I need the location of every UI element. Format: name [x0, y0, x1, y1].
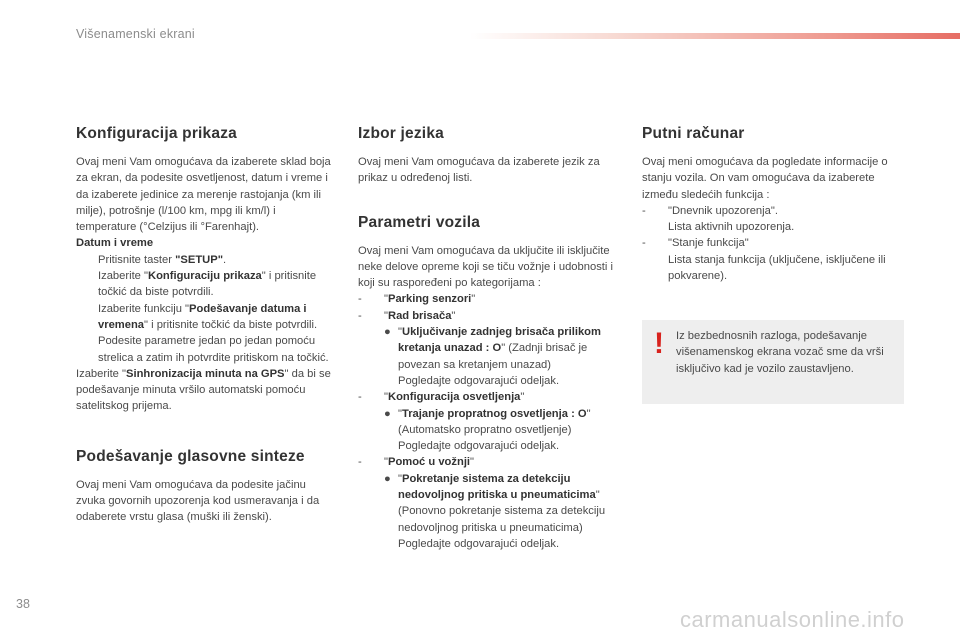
column-middle: Izbor jezika Ovaj meni Vam omogućava da izaberete jezik za prikaz u određenoj listi. Parametri vozila Ovaj meni Vam omogućava da uključite ili isključite neke delove opreme koji se tiču vožnje i udobnosti i koji su raspoređeni po kategorijama : - "Parking senzori" - "Rad brisača" ● "Uključivanje zadnjeg brisača prilikom kretanja unazad : O" (Zadnji brisač je povezan sa kretanjem unazad) Pogledajte odgovarajući odeljak. - "Konfiguracija osvetljenja" ● "Trajanje propratnog osvetljenja : O" (Automatsko propratno osvetljenje) Pogledajte odgovarajući odeljak. - "Pomoć u vožnji" ● "Pokretanje sistema za detekciju nedovoljnog pritiska u pneumaticima" (Ponovno pokretanje sistema za detekciju nedovoljnog pritiska u pneumaticima) Pogledajte odgovarajući odeljak.	[358, 124, 623, 552]
header-gradient-bar	[470, 33, 960, 39]
vehicle-params-intro: Ovaj meni Vam omogućava da uključite ili isključite neke delove opreme koji se tiču vožnje i udobnosti i koji su raspoređeni po kategorijama :	[358, 244, 613, 290]
display-config-intro: Ovaj meni Vam omogućava da izaberete sklad boja za ekran, da podesite osvetljenost, datum i vreme i da izaberete jedinice za merenje rastojanja (km ili milje), potrošnje (l/100 km, mpg ili km/l) i temperature (°Celzijus ili °Farenhajt).	[76, 156, 331, 234]
list-item: - "Pomoć u vožnji"	[358, 456, 475, 469]
step-item: Pritisnite taster "SETUP".	[76, 252, 338, 268]
section-title-language: Izbor jezika	[358, 125, 444, 142]
warning-box	[642, 320, 904, 404]
sub-list-item: ● "Uključivanje zadnjeg brisača prilikom kretanja unazad : O" (Zadnji brisač je povezan sa kretanjem unazad)	[358, 324, 623, 373]
dot-icon: ●	[384, 326, 391, 339]
voice-synthesis-text: Ovaj meni Vam omogućava da podesite jačinu zvuka govornih upozorenja kod usmeravanja i da odaberete vrstu glasa (muški ili ženski).	[76, 478, 320, 524]
list-item: - "Rad brisača"	[358, 309, 456, 322]
bullet-icon	[76, 252, 98, 268]
section-title-trip-computer: Putni računar	[642, 125, 745, 142]
list-item: - "Dnevnik upozorenja".	[642, 204, 778, 217]
column-right: Putni računar Ovaj meni omogućava da pogledate informacije o stanju vozila. On vam omogućava da izaberete između sledećih funkcija : - "Dnevnik upozorenja". Lista aktivnih upozorenja. - "Stanje funkcija" Lista stanja funkcija (uključene, isključene ili pokvarene).	[642, 124, 904, 284]
sub-list-item: ● "Trajanje propratnog osvetljenja : O"	[358, 406, 623, 422]
gps-sync-text: Izaberite "Sinhronizacija minuta na GPS" da bi se podešavanje minuta vršilo automatski pomoću satelitskog prijema.	[76, 367, 331, 413]
step-item: Podesite parametre jedan po jedan pomoću strelica a zatim ih potvrdite pritiskom na točkić.	[76, 333, 338, 366]
list-item: - "Parking senzori"	[358, 293, 476, 306]
watermark-text: carmanualsonline.info	[680, 607, 905, 632]
section-title-voice-synthesis: Podešavanje glasovne sinteze	[76, 447, 305, 465]
column-left	[76, 124, 338, 526]
step-item: Izaberite funkciju "Podešavanje datuma i vremena" i pritisnite točkić da biste potvrdili.	[76, 301, 338, 334]
list-item: - "Stanje funkcija"	[642, 237, 749, 250]
bullet-icon	[76, 333, 98, 366]
list-item: - "Konfiguracija osvetljenja"	[358, 391, 525, 404]
page-header-title: Višenamenski ekrani	[76, 27, 195, 41]
bullet-icon	[76, 268, 98, 301]
language-text: Ovaj meni Vam omogućava da izaberete jezik za prikaz u određenoj listi.	[358, 156, 600, 185]
dot-icon: ●	[384, 472, 391, 485]
warning-text: Iz bezbednosnih razloga, podešavanje višenamenskog ekrana vozač sme da vrši isključivo kad je vozilo zaustavljeno.	[676, 330, 884, 375]
section-title-vehicle-params: Parametri vozila	[358, 213, 481, 231]
bullet-icon	[76, 301, 98, 334]
trip-computer-intro: Ovaj meni omogućava da pogledate informacije o stanju vozila. On vam omogućava da izaberete između sledećih funkcija :	[642, 156, 888, 201]
warning-exclamation-icon: !	[654, 327, 664, 360]
step-item: Izaberite "Konfiguraciju prikaza" i pritisnite točkić da biste potvrdili.	[76, 268, 338, 301]
dot-icon: ●	[384, 407, 391, 420]
date-time-heading: Datum i vreme	[76, 237, 154, 250]
page-number: 38	[16, 597, 30, 611]
sub-list-item: ● "Pokretanje sistema za detekciju nedovoljnog pritiska u pneumaticima"	[358, 471, 623, 504]
section-title-display-config: Konfiguracija prikaza	[76, 125, 237, 142]
